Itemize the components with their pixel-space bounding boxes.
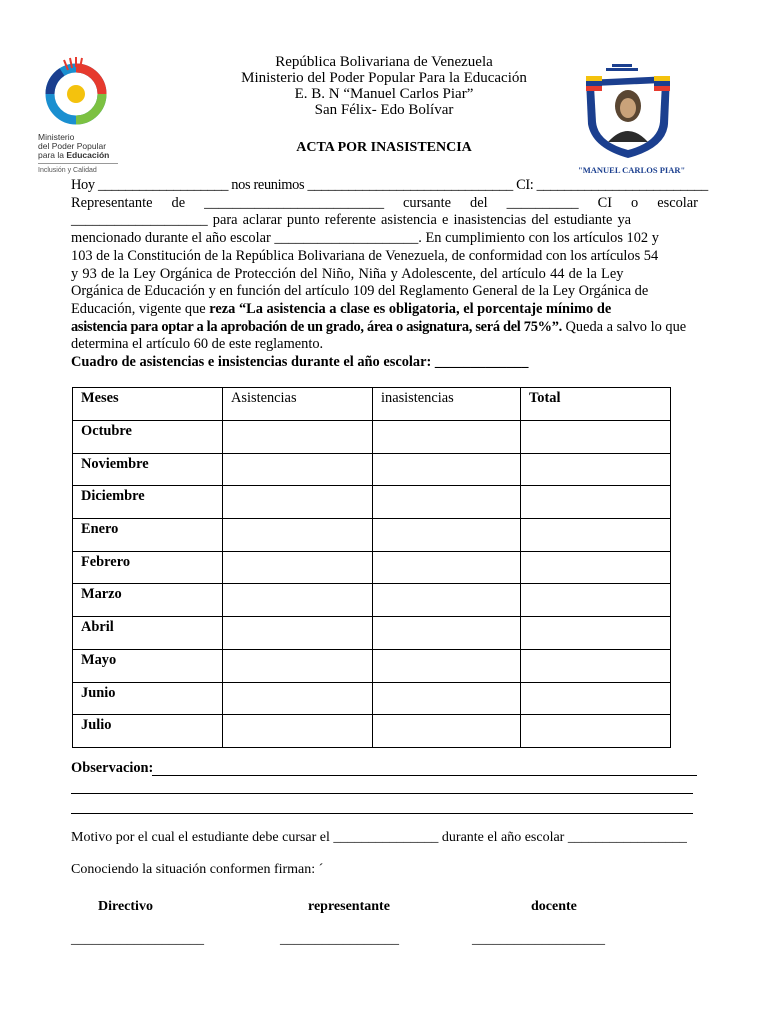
inasistencias-cell[interactable]	[373, 551, 521, 584]
table-row	[73, 486, 671, 519]
inasistencias-cell[interactable]	[373, 486, 521, 519]
inasistencias-cell[interactable]	[373, 682, 521, 715]
header-meses: Meses	[73, 388, 223, 421]
inasistencias-cell[interactable]	[373, 715, 521, 748]
body-line1: Hoy ___________________ nos reunimos ______________________________ CI: _________________________	[71, 177, 708, 193]
table-row	[73, 519, 671, 552]
total-cell[interactable]	[521, 715, 671, 748]
attendance-table	[72, 387, 671, 748]
inasistencias-cell[interactable]	[373, 453, 521, 486]
inasistencias-cell[interactable]	[373, 584, 521, 617]
school-crest-icon	[578, 62, 680, 162]
month-cell: Junio	[73, 682, 223, 715]
total-cell[interactable]	[521, 519, 671, 552]
asistencias-cell[interactable]	[223, 649, 373, 682]
table-header-row	[73, 388, 671, 421]
month-cell: Julio	[73, 715, 223, 748]
body-line9-a: asistencia para optar a la aprobación de un grado, área o asignatura, será del 75%”.	[71, 318, 562, 335]
logo-text-line3b: Educación	[66, 150, 110, 160]
body-line4: mencionado durante el año escolar ____________________. En cumplimiento con los artículos 102 y	[71, 230, 659, 247]
body-line6: y 93 de la Ley Orgánica de Protección del Niño, Niña y Adolescente, del artículo 44 de la Ley	[71, 265, 624, 282]
total-cell[interactable]	[521, 617, 671, 650]
body-line7: Orgánica de Educación y en función del artículo 109 del Reglamento General de la Ley Orgánica de	[71, 283, 649, 300]
month-cell: Octubre	[73, 421, 223, 454]
signature-line-directivo[interactable]: ___________________	[71, 932, 204, 947]
table-row	[73, 617, 671, 650]
signature-label-docente: docente	[531, 899, 577, 914]
total-cell[interactable]	[521, 551, 671, 584]
total-cell[interactable]	[521, 453, 671, 486]
header-line2: Ministerio del Poder Popular Para la Educación	[241, 70, 527, 86]
body-paragraph	[71, 177, 708, 354]
inasistencias-cell[interactable]	[373, 421, 521, 454]
body-line2-w7: CI	[597, 194, 612, 211]
logo-tagline: Inclusión y Calidad	[38, 163, 118, 175]
asistencias-cell[interactable]	[223, 715, 373, 748]
table-row	[73, 649, 671, 682]
month-cell: Mayo	[73, 649, 223, 682]
asistencias-cell[interactable]	[223, 617, 373, 650]
header-inasistencias: inasistencias	[373, 388, 521, 421]
total-cell[interactable]	[521, 649, 671, 682]
school-crest	[578, 62, 686, 176]
header-line1: República Bolivariana de Venezuela	[275, 54, 493, 70]
month-cell: Abril	[73, 617, 223, 650]
header-line3: E. B. N “Manuel Carlos Piar”	[294, 86, 474, 102]
body-line9-b: Queda a salvo lo que	[561, 318, 687, 335]
body-line2-w9: escolar	[657, 194, 698, 211]
signature-label-directivo: Directivo	[98, 899, 153, 914]
asistencias-cell[interactable]	[223, 682, 373, 715]
body-line5: 103 de la Constitución de la República Bolivariana de Venezuela, de conformidad con los artículos 54	[71, 247, 659, 264]
table-row	[73, 682, 671, 715]
attendance-table-label: Cuadro de asistencias e insistencias durante el año escolar: _____________	[71, 354, 529, 370]
body-line2	[71, 195, 698, 213]
document-title: ACTA POR INASISTENCIA	[296, 140, 472, 155]
conociendo-line: Conociendo la situación conformen firman: ´	[71, 862, 324, 877]
body-line3: ___________________ para aclarar punto referente asistencia e inasistencias del estudiante ya	[71, 212, 632, 229]
table-row	[73, 715, 671, 748]
asistencias-cell[interactable]	[223, 519, 373, 552]
table-row	[73, 421, 671, 454]
body-line8	[71, 301, 698, 319]
month-cell: Noviembre	[73, 453, 223, 486]
signature-label-representante: representante	[308, 899, 390, 914]
body-line2-w3: _________________________	[204, 194, 385, 211]
inasistencias-cell[interactable]	[373, 617, 521, 650]
body-line2-w4: cursante	[403, 194, 451, 211]
body-line2-w1: Representante	[71, 194, 153, 211]
observacion-line-3[interactable]	[71, 813, 693, 814]
total-cell[interactable]	[521, 584, 671, 617]
header-asistencias: Asistencias	[223, 388, 373, 421]
logo-text-line2: del Poder Popular	[38, 141, 107, 151]
table-row	[73, 551, 671, 584]
observacion-line-1[interactable]	[152, 775, 697, 776]
month-cell: Marzo	[73, 584, 223, 617]
body-line2-w6: __________	[506, 194, 579, 211]
asistencias-cell[interactable]	[223, 421, 373, 454]
body-line8-b: reza “La asistencia a clase es obligatoria, el porcentaje mínimo de	[209, 300, 612, 317]
total-cell[interactable]	[521, 421, 671, 454]
table-row	[73, 453, 671, 486]
body-line2-w5: del	[470, 194, 488, 211]
logo-text-line3a: para la	[38, 150, 67, 160]
logo-text-line1: Ministerio	[38, 132, 75, 142]
header-line4: San Félix- Edo Bolívar	[314, 102, 454, 118]
inasistencias-cell[interactable]	[373, 519, 521, 552]
signature-line-representante[interactable]: _________________	[280, 932, 399, 947]
motivo-line: Motivo por el cual el estudiante debe cursar el _______________ durante el año escolar _________________	[71, 830, 687, 845]
month-cell: Diciembre	[73, 486, 223, 519]
inasistencias-cell[interactable]	[373, 649, 521, 682]
header-total: Total	[521, 388, 671, 421]
asistencias-cell[interactable]	[223, 453, 373, 486]
body-line10: determina el artículo 60 de este reglamento.	[71, 336, 324, 353]
body-line2-w8: o	[631, 194, 639, 211]
observacion-line-2[interactable]	[71, 793, 693, 794]
month-cell: Febrero	[73, 551, 223, 584]
total-cell[interactable]	[521, 682, 671, 715]
month-cell: Enero	[73, 519, 223, 552]
body-line9	[71, 319, 698, 337]
asistencias-cell[interactable]	[223, 551, 373, 584]
crest-caption: "MANUEL CARLOS PIAR"	[578, 165, 686, 175]
observacion-label: Observacion:	[71, 760, 154, 776]
body-line8-a: Educación, vigente que	[71, 300, 210, 317]
signature-line-docente[interactable]: ___________________	[472, 932, 605, 947]
asistencias-cell[interactable]	[223, 584, 373, 617]
table-row	[73, 584, 671, 617]
body-line2-w2: de	[171, 194, 186, 211]
asistencias-cell[interactable]	[223, 486, 373, 519]
total-cell[interactable]	[521, 486, 671, 519]
